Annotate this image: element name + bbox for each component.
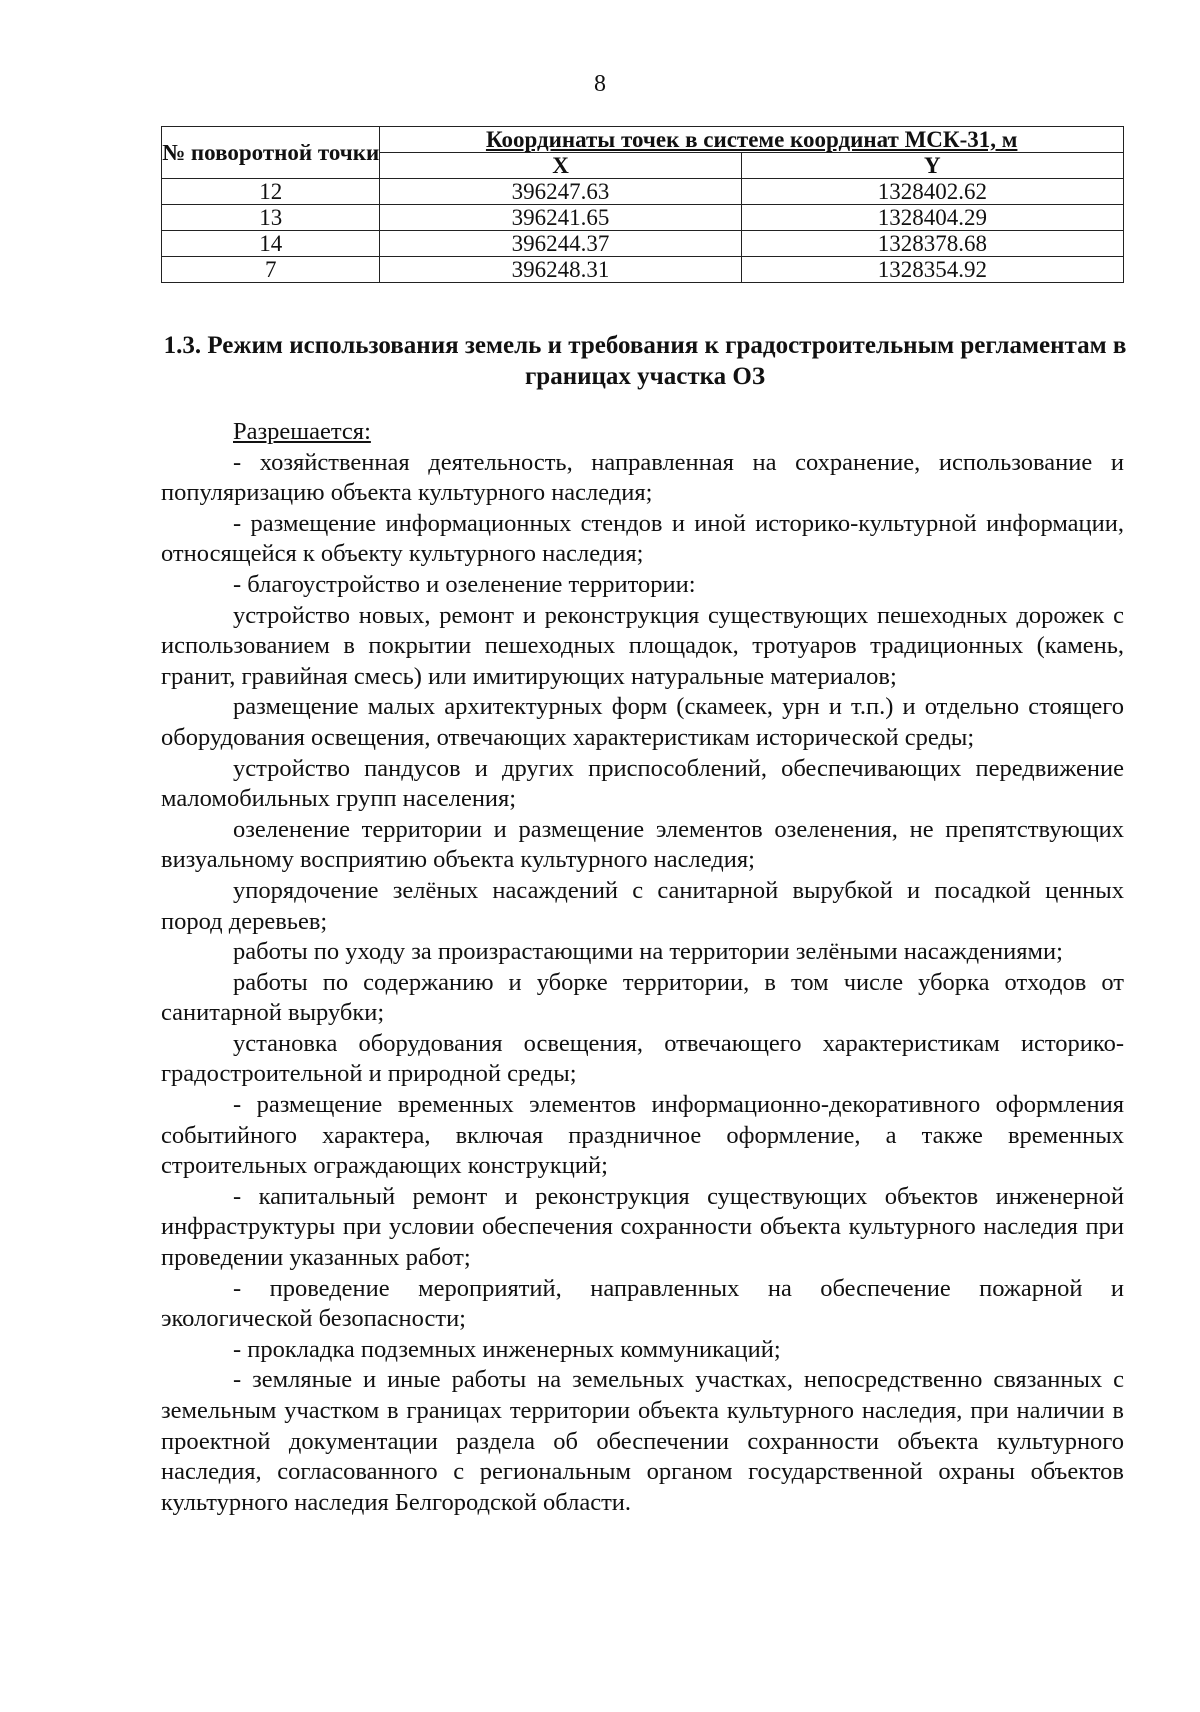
point-number-cell: 7 xyxy=(162,257,380,283)
x-column-header: X xyxy=(380,153,741,179)
y-column-header: Y xyxy=(741,153,1123,179)
point-number-header: № поворотной точки xyxy=(162,127,380,179)
paragraph: установка оборудования освещения, отвечающего характеристикам историко-градостроительной и природной среды; xyxy=(161,1029,1124,1088)
coordinates-group-header: Координаты точек в системе координат МСК-31, м xyxy=(380,127,1124,153)
y-coordinate-cell: 1328378.68 xyxy=(741,231,1123,257)
paragraph: - земляные и иные работы на земельных участках, непосредственно связанных с земельным участком в границах территории объекта культурного наследия, при наличии в проектной документации раздела об обеспечении сохранности объекта культурного наследия, согласованного с региональным органом государственной охраны объектов культурного наследия Белгородской области. xyxy=(161,1366,1124,1516)
paragraph: устройство пандусов и других приспособлений, обеспечивающих передвижение маломобильных групп населения; xyxy=(161,754,1124,813)
x-coordinate-cell: 396244.37 xyxy=(380,231,741,257)
paragraph: - капитальный ремонт и реконструкция существующих объектов инженерной инфраструктуры при условии обеспечения сохранности объекта культурного наследия при проведении указанных работ; xyxy=(161,1182,1124,1272)
paragraph: - прокладка подземных инженерных коммуникаций; xyxy=(233,1335,781,1363)
coordinates-table xyxy=(161,126,1124,283)
x-coordinate-cell: 396248.31 xyxy=(380,257,741,283)
allowed-label: Разрешается: xyxy=(233,418,371,445)
page-number: 8 xyxy=(594,71,606,97)
section-body xyxy=(161,417,1124,1518)
paragraph: упорядочение зелёных насаждений с санитарной вырубкой и посадкой ценных пород деревьев; xyxy=(161,876,1124,935)
x-coordinate-cell: 396247.63 xyxy=(380,179,741,205)
paragraph: - благоустройство и озеленение территории: xyxy=(233,570,696,598)
paragraph: работы по уходу за произрастающими на территории зелёными насаждениями; xyxy=(233,938,1063,966)
paragraph: - хозяйственная деятельность, направленная на сохранение, использование и популяризацию объекта культурного наследия; xyxy=(161,448,1124,507)
paragraph: озеленение территории и размещение элементов озеленения, не препятствующих визуальному восприятию объекта культурного наследия; xyxy=(161,815,1124,874)
paragraph: - проведение мероприятий, направленных на обеспечение пожарной и экологической безопасности; xyxy=(161,1274,1124,1333)
point-number-cell: 14 xyxy=(162,231,380,257)
paragraph: размещение малых архитектурных форм (скамеек, урн и т.п.) и отдельно стоящего оборудования освещения, отвечающих характеристикам исторической среды; xyxy=(161,693,1124,751)
table-row xyxy=(162,231,1124,257)
x-coordinate-cell: 396241.65 xyxy=(380,205,741,231)
y-coordinate-cell: 1328404.29 xyxy=(741,205,1123,231)
coordinates-table-header xyxy=(162,127,1124,179)
paragraph: - размещение временных элементов информационно-декоративного оформления событийного характера, включая праздничное оформление, а также временных строительных ограждающих конструкций; xyxy=(161,1091,1124,1180)
y-coordinate-cell: 1328354.92 xyxy=(741,257,1123,283)
coordinates-table-body xyxy=(162,179,1124,283)
table-row xyxy=(162,257,1124,283)
table-row xyxy=(162,205,1124,231)
paragraph: работы по содержанию и уборке территории, в том числе уборка отходов от санитарной вырубки; xyxy=(161,968,1124,1027)
y-coordinate-cell: 1328402.62 xyxy=(741,179,1123,205)
table-header-row xyxy=(162,127,1124,153)
table-row xyxy=(162,179,1124,205)
point-number-cell: 12 xyxy=(162,179,380,205)
section-heading: 1.3. Режим использования земель и требования к градостроительным регламентам в границах участка ОЗ xyxy=(163,332,1127,390)
paragraph: - размещение информационных стендов и иной историко-культурной информации, относящейся к объекту культурного наследия; xyxy=(161,509,1124,568)
paragraph: устройство новых, ремонт и реконструкция существующих пешеходных дорожек с использованием в покрытии пешеходных площадок, тротуаров традиционных (камень, гранит, гравийная смесь) или имитирующих натуральные материалов; xyxy=(161,601,1124,690)
point-number-cell: 13 xyxy=(162,205,380,231)
